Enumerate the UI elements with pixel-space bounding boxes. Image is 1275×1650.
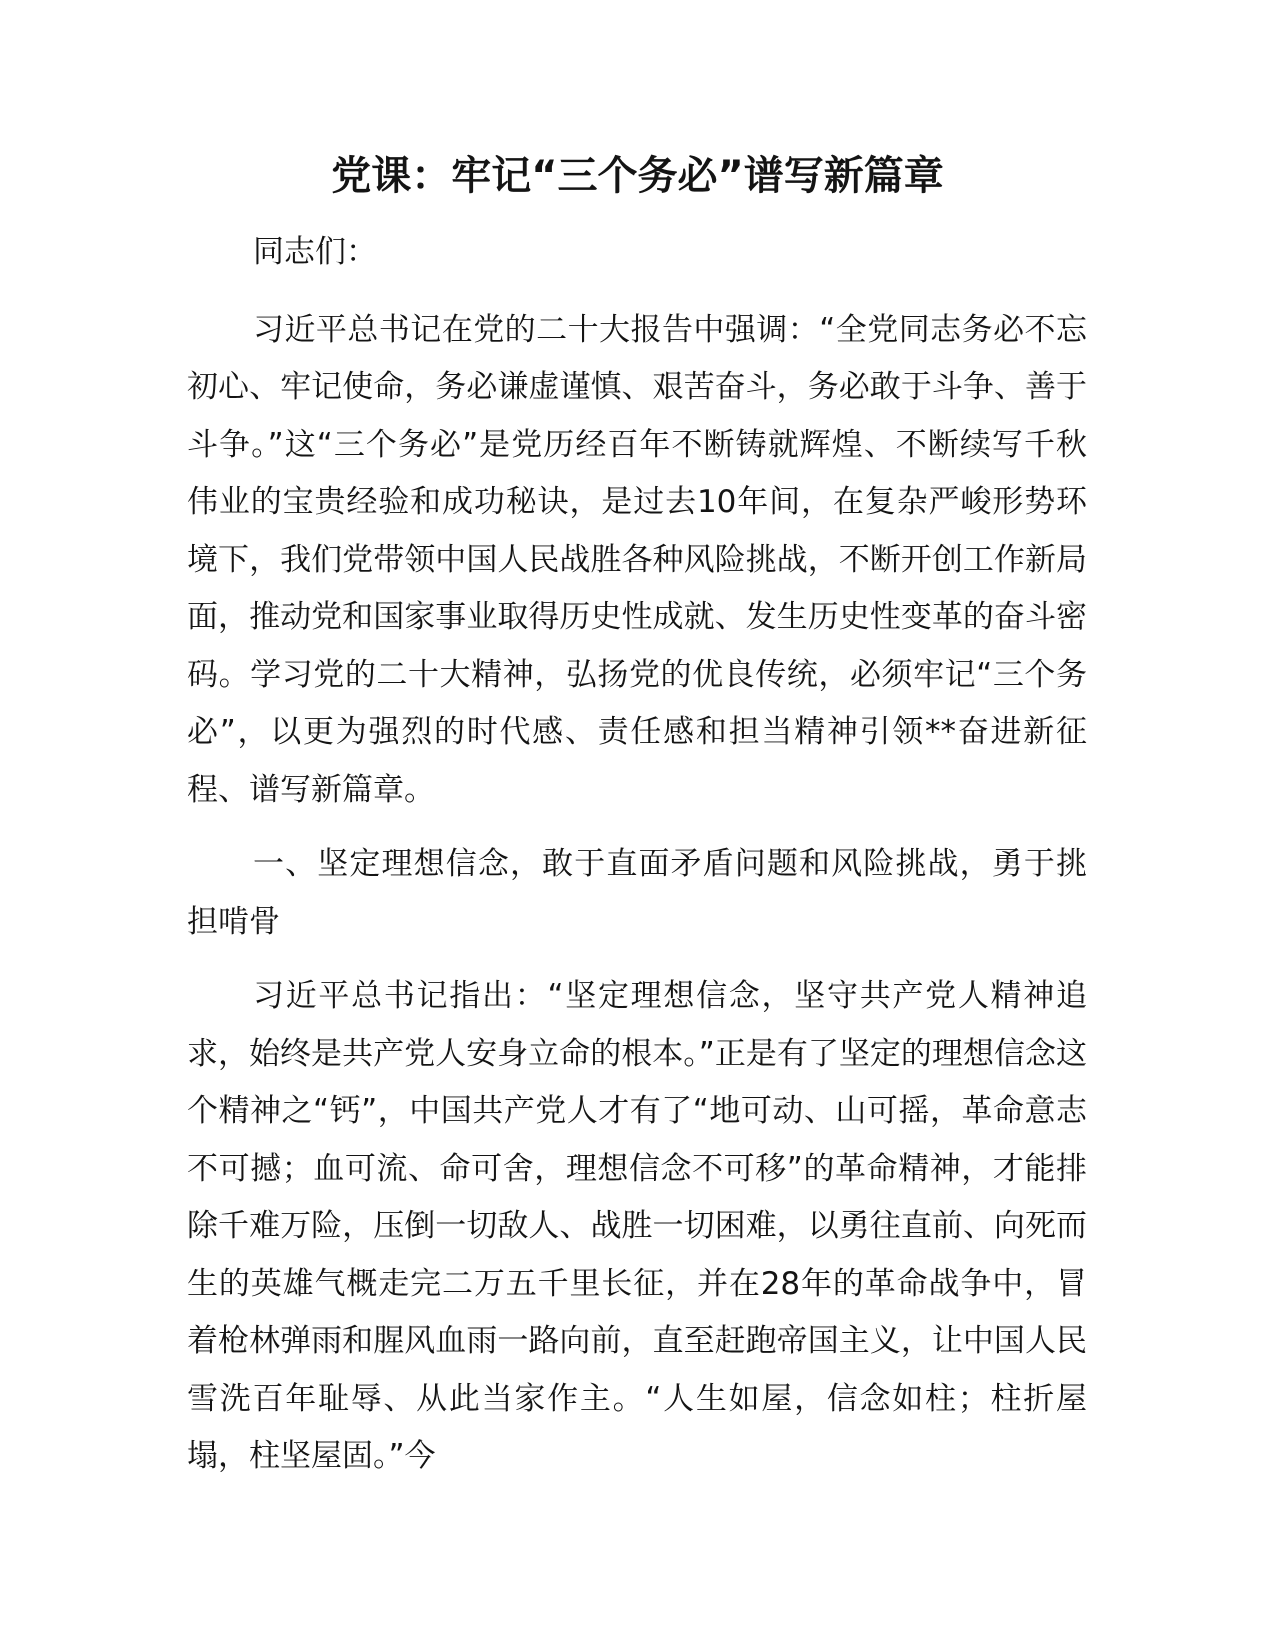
paragraph-section-1: 习近平总书记指出：“坚定理想信念，坚守共产党人精神追求，始终是共产党人安身立命的根本。”正是有了坚定的理想信念这个精神之“钙”，中国共产党人才有了“地可动、山可摇，革命意志不可撼；血可流、命可舍，理想信念不可移”的革命精神，才能排除千难万险，压倒一切敌人、战胜一切困难，以勇往直前、向死而生的英雄气概走完二万五千里长征，并在28年的革命战争中，冒着枪林弹雨和腥风血雨一路向前，直至赶跑帝国主义，让中国人民雪洗百年耻辱、从此当家作主。“人生如屋，信念如柱；柱折屋塌，柱坚屋固。”今	[187, 978, 1087, 1474]
document-title: 党课：牢记“三个务必”谱写新篇章	[331, 153, 944, 199]
section-heading-1: 一、坚定理想信念，敢于直面矛盾问题和风险挑战，勇于挑担啃骨	[187, 846, 1087, 940]
greeting: 同志们：	[253, 234, 377, 270]
document-body	[187, 224, 1087, 1503]
paragraph-intro: 习近平总书记在党的二十大报告中强调：“全党同志务必不忘初心、牢记使命，务必谦虚谨慎、艰苦奋斗，务必敢于斗争、善于斗争。”这“三个务必”是党历经百年不断铸就辉煌、不断续写千秋伟业的宝贵经验和成功秘诀，是过去10年间，在复杂严峻形势环境下，我们党带领中国人民战胜各种风险挑战，不断开创工作新局面，推动党和国家事业取得历史性成就、发生历史性变革的奋斗密码。学习党的二十大精神，弘扬党的优良传统，必须牢记“三个务必”，以更为强烈的时代感、责任感和担当精神引领**奋进新征程、谱写新篇章。	[187, 311, 1087, 808]
